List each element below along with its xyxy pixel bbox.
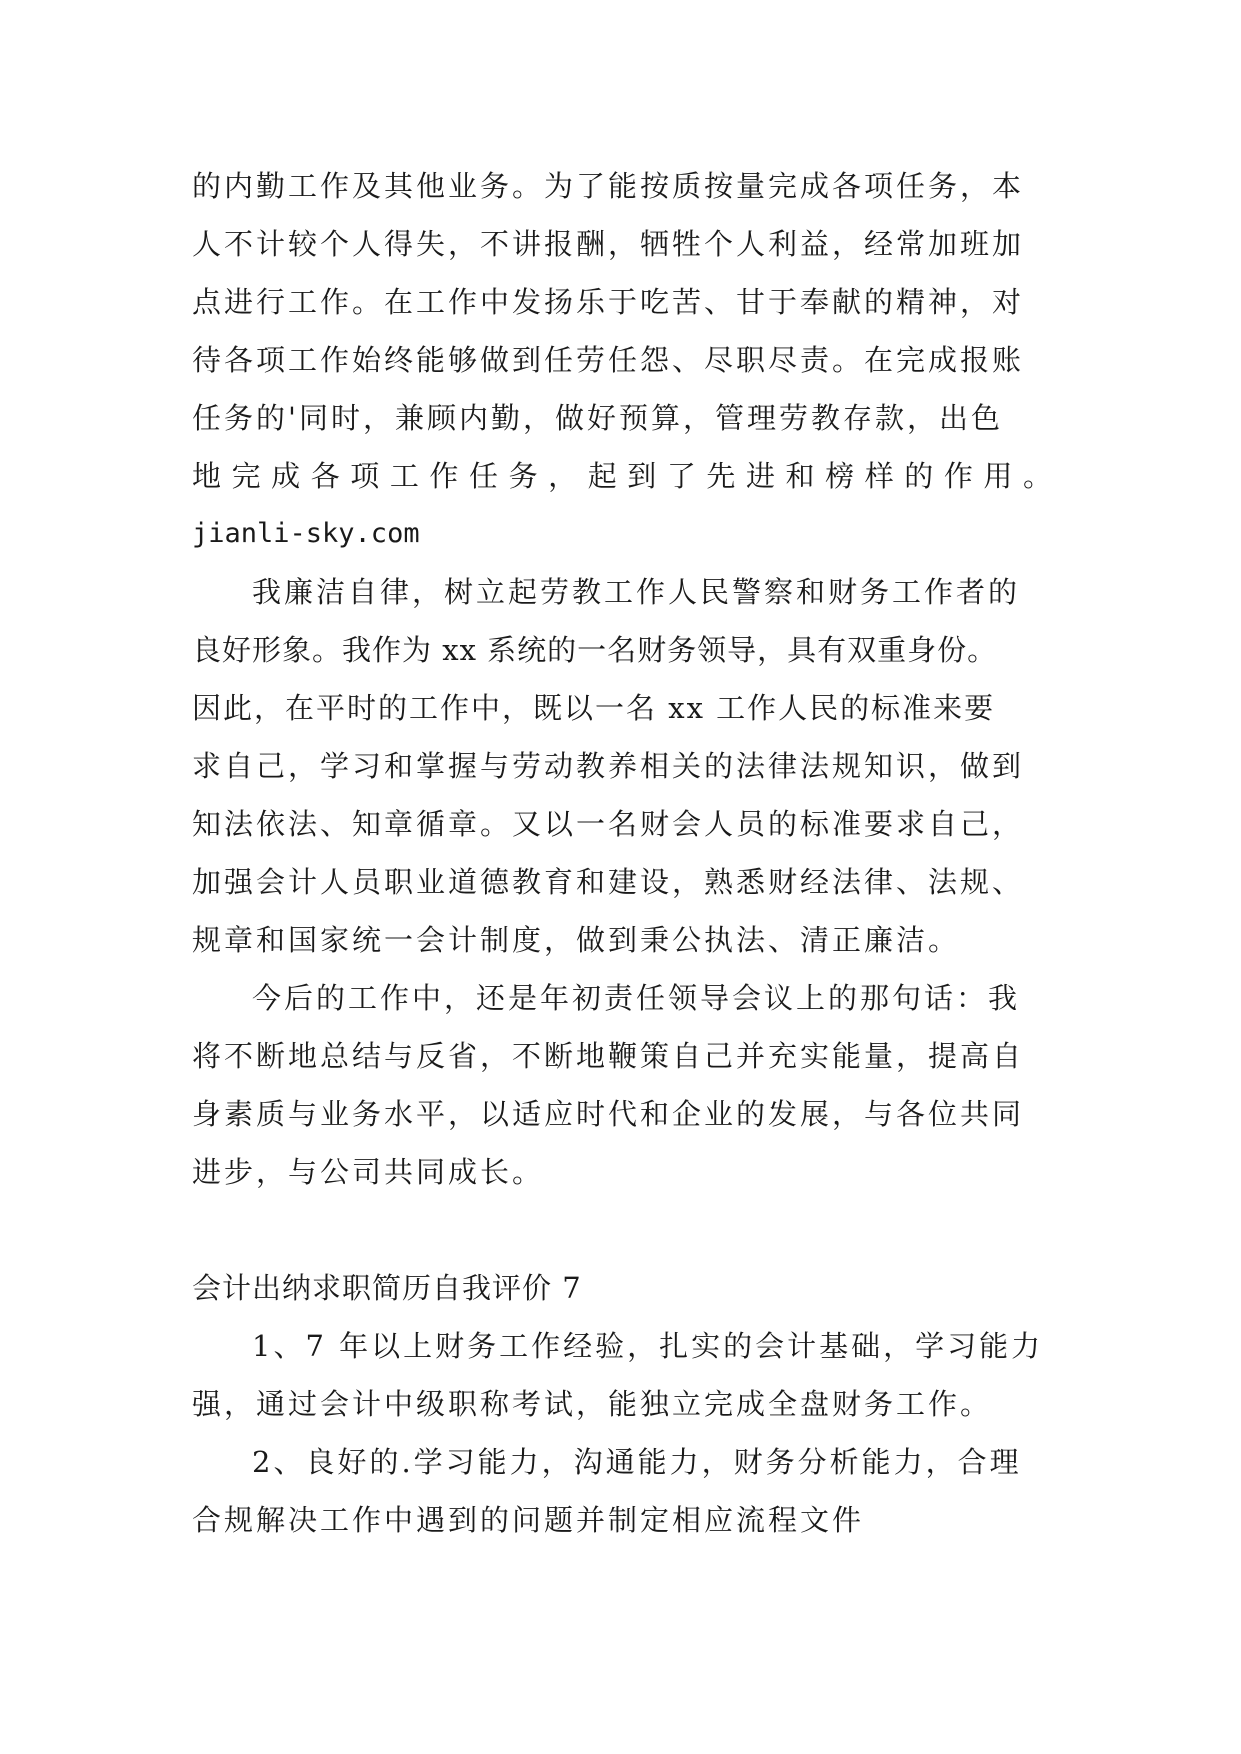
- paragraph-line: 今后的工作中，还是年初责任领导会议上的那句话：我: [252, 981, 1021, 1015]
- section-heading: 会计出纳求职简历自我评价 7: [192, 1271, 582, 1305]
- paragraph-line: 地完成各项工作任务，起到了先进和榜样的作用。: [192, 459, 1052, 493]
- paragraph-line: 进步，与公司共同成长。: [192, 1155, 545, 1189]
- paragraph-line: 求自己，学习和掌握与劳动教养相关的法律法规知识，做到: [192, 749, 1025, 783]
- paragraph-line: 任务的'同时，兼顾内勤，做好预算，管理劳教存款，出色: [192, 401, 1003, 435]
- website-link[interactable]: jianli-sky.com: [192, 518, 420, 549]
- paragraph-line: 身素质与业务水平，以适应时代和企业的发展，与各位共同: [192, 1097, 1025, 1131]
- paragraph-line: 知法依法、知章循章。又以一名财会人员的标准要求自己，: [192, 807, 1025, 841]
- paragraph-line: 我廉洁自律，树立起劳教工作人民警察和财务工作者的: [252, 575, 1021, 609]
- paragraph-line: 待各项工作始终能够做到任劳任怨、尽职尽责。在完成报账: [192, 343, 1025, 377]
- paragraph-line: 加强会计人员职业道德教育和建设，熟悉财经法律、法规、: [192, 865, 1025, 899]
- paragraph-line: 因此，在平时的工作中，既以一名 xx 工作人民的标准来要: [192, 691, 996, 725]
- paragraph-line: 人不计较个人得失，不讲报酬，牺牲个人利益，经常加班加: [192, 227, 1025, 261]
- paragraph-line: 点进行工作。在工作中发扬乐于吃苦、甘于奉献的精神，对: [192, 285, 1025, 319]
- list-item-line: 2、良好的.学习能力，沟通能力，财务分析能力，合理: [252, 1445, 1022, 1479]
- paragraph-line: 的内勤工作及其他业务。为了能按质按量完成各项任务，本: [192, 169, 1025, 203]
- paragraph-line: 良好形象。我作为 xx 系统的一名财务领导，具有双重身份。: [192, 633, 998, 667]
- list-item-line: 1、7 年以上财务工作经验，扎实的会计基础，学习能力: [252, 1329, 1044, 1363]
- list-item-line: 强，通过会计中级职称考试，能独立完成全盘财务工作。: [192, 1387, 993, 1421]
- paragraph-line: 将不断地总结与反省，不断地鞭策自己并充实能量，提高自: [192, 1039, 1025, 1073]
- list-item-line: 合规解决工作中遇到的问题并制定相应流程文件: [192, 1503, 865, 1537]
- paragraph-line: 规章和国家统一会计制度，做到秉公执法、清正廉洁。: [192, 923, 961, 957]
